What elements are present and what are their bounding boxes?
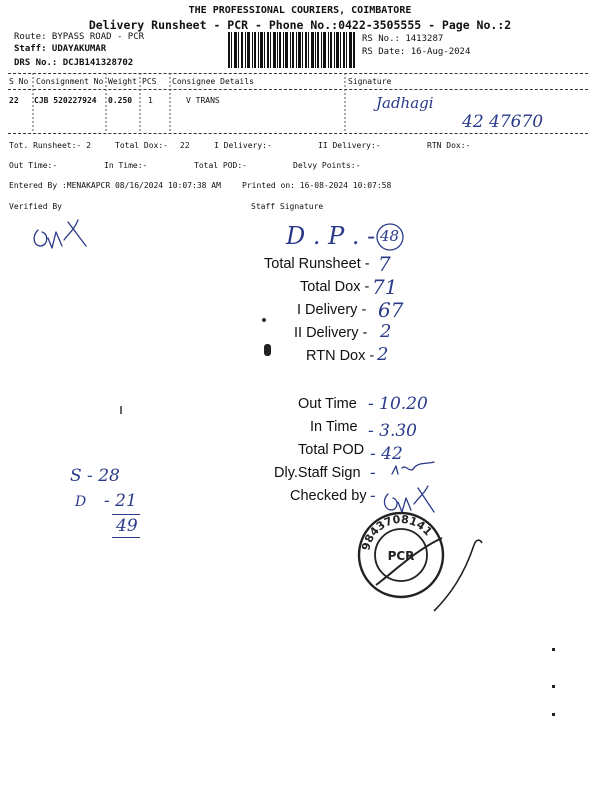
in-time: In Time:- [104, 161, 148, 170]
scan-mark [552, 648, 555, 651]
scan-mark [262, 318, 266, 322]
scan-mark [120, 406, 122, 414]
row-pcs: 1 [148, 96, 153, 105]
divider [8, 133, 588, 134]
rs-number: RS No.: 1413287 [362, 34, 444, 44]
time-value: - 42 [370, 444, 403, 464]
time-value: - [370, 486, 376, 506]
calc-rule [112, 514, 140, 515]
summary-label: II Delivery - [294, 325, 368, 341]
time-value: - 3.30 [368, 421, 417, 441]
delvy-points: Delvy Points:- [293, 161, 361, 170]
col-sno: S No [9, 77, 29, 86]
col-signature: Signature [348, 77, 392, 86]
rtn-dox: RTN Dox:- [427, 141, 471, 150]
total-dox-label: Total Dox:- [115, 141, 168, 150]
summary-label: Total Runsheet - [264, 256, 370, 272]
rs-date: RS Date: 16-Aug-2024 [362, 47, 471, 57]
scan-mark [552, 685, 555, 688]
stamp-signature-stroke [430, 535, 490, 615]
company-name: THE PROFESSIONAL COURIERS, COIMBATORE [188, 5, 412, 16]
tot-runsheet: Tot. Runsheet:- 2 [9, 141, 91, 150]
printed-on: Printed on: 16-08-2024 10:07:58 [242, 181, 392, 190]
row-signature-number: 42 47670 [462, 112, 544, 132]
i-delivery: I Delivery:- [214, 141, 272, 150]
summary-value: 2 [377, 344, 389, 365]
staff-label: Staff: UDAYAKUMAR [14, 44, 107, 54]
calc-line2-value: - 21 [104, 491, 137, 511]
col-weight: Weight [108, 77, 137, 86]
calc-result: 49 [116, 516, 138, 536]
time-label: In Time [310, 419, 358, 435]
calc-line2-prefix: D [75, 494, 87, 510]
time-value: - [370, 463, 376, 483]
summary-value: 2 [380, 321, 392, 342]
total-pod: Total POD:- [194, 161, 247, 170]
scan-mark [552, 713, 555, 716]
time-value: - 10.20 [368, 394, 428, 414]
stamp-center: PCR [387, 549, 415, 563]
entered-by: Entered By :MENAKAPCR 08/16/2024 10:07:38 AM [9, 181, 221, 190]
col-consignee: Consignee Details [172, 77, 254, 86]
table-grid-lines [0, 73, 600, 135]
scan-mark [264, 344, 271, 356]
out-time: Out Time:- [9, 161, 58, 170]
summary-label: RTN Dox - [306, 348, 375, 364]
col-pcs: PCS [142, 77, 157, 86]
summary-value: 7 [378, 252, 391, 276]
calc-line1: S - 28 [70, 466, 120, 486]
time-label: Total POD [298, 442, 365, 458]
document-title: Delivery Runsheet - PCR - Phone No.:0422-3505555 - Page No.:2 [88, 18, 512, 32]
row-signature-name: Jadhagi [376, 94, 434, 112]
stamp-text: 9843708141 [359, 512, 435, 552]
verified-signature [28, 212, 98, 254]
summary-value: 71 [372, 275, 398, 299]
dp-label: D . P . - [286, 222, 376, 250]
time-label: Checked by [290, 488, 367, 504]
route-label: Route: BYPASS ROAD - PCR [14, 32, 145, 42]
verified-by-label: Verified By [9, 202, 62, 211]
summary-label: I Delivery - [297, 302, 367, 318]
col-consignment: Consignment No [36, 77, 104, 86]
total-dox-value: 22 [180, 141, 190, 150]
barcode-graphic [228, 32, 356, 68]
row-consignee: V TRANS [186, 96, 220, 105]
calc-rule [112, 537, 140, 538]
row-weight: 0.250 [108, 96, 133, 105]
time-label: Dly.Staff Sign [274, 465, 361, 481]
barcode [228, 32, 356, 68]
ii-delivery: II Delivery:- [318, 141, 381, 150]
summary-value: 67 [378, 298, 404, 322]
summary-label: Total Dox - [300, 279, 370, 295]
drs-number: DRS No.: DCJB141328702 [14, 58, 134, 68]
dp-value: 48 [380, 227, 400, 245]
staff-sign-scribble [388, 458, 438, 482]
row-sno: 22 [9, 96, 19, 105]
row-consignment: CJB 520227924 [34, 96, 97, 105]
staff-signature-label: Staff Signature [251, 202, 324, 211]
time-label: Out Time [298, 396, 357, 412]
